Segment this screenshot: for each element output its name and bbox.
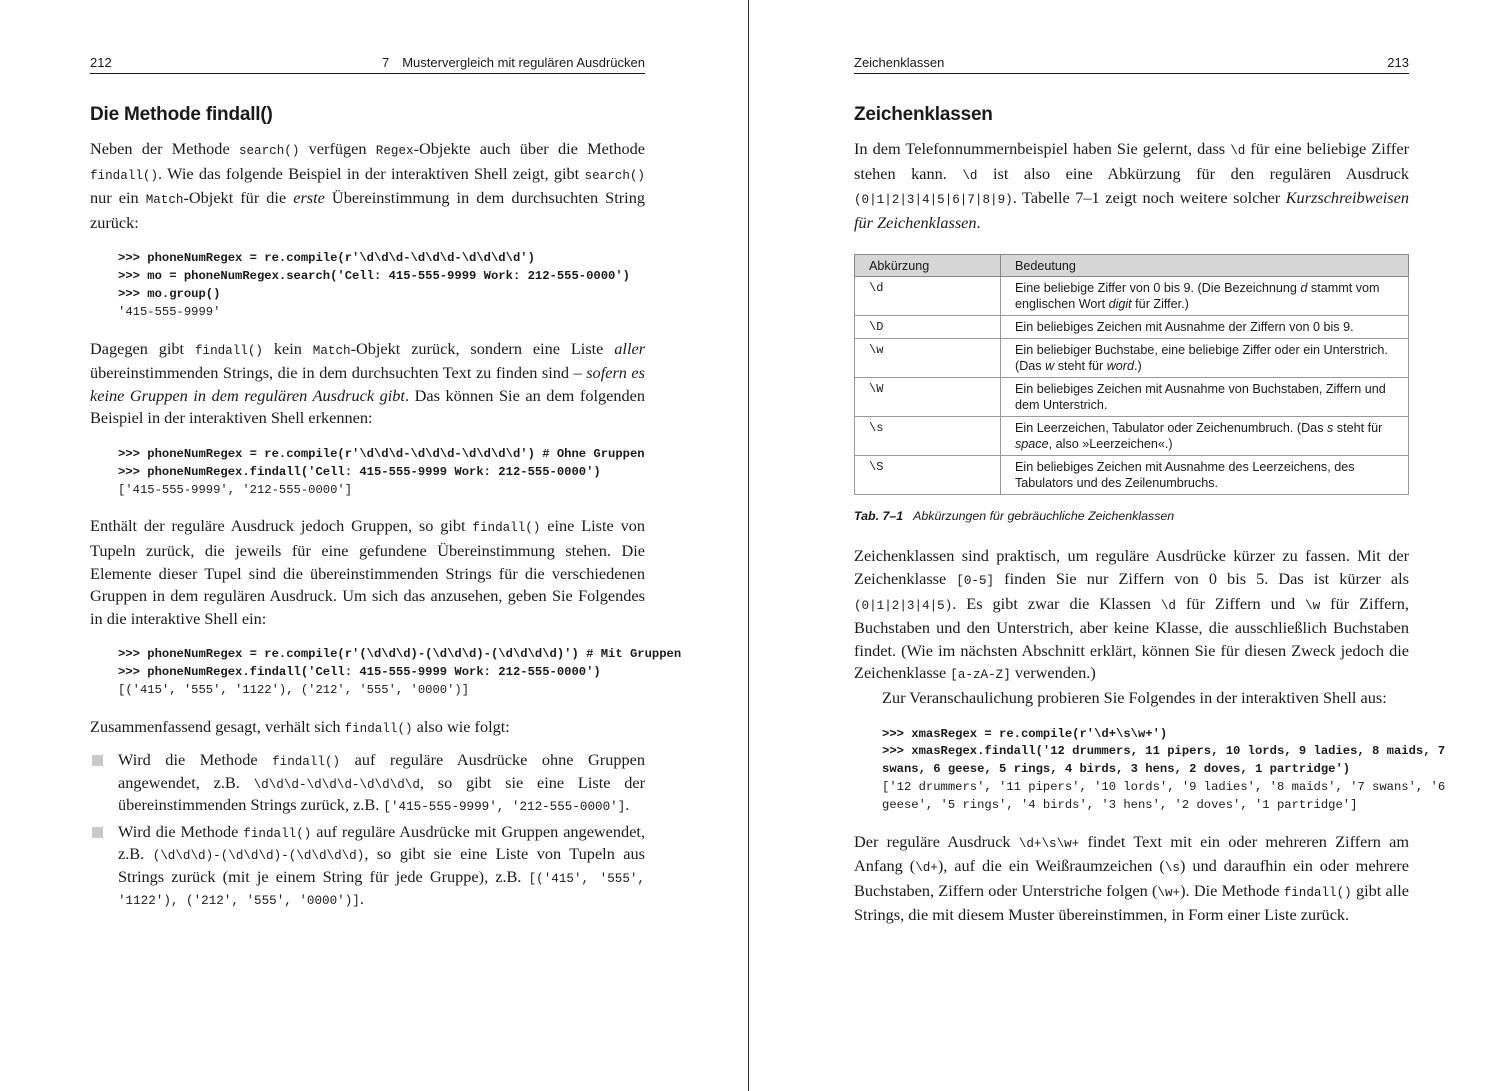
table-cell-abbreviation: \d (855, 277, 1001, 316)
chapter-title: 7 Mustervergleich mit regulären Ausdrücken (381, 55, 645, 70)
code-block: >>> phoneNumRegex = re.compile(r'(\d\d\d)-(\d\d\d)-(\d\d\d\d)') # Mit Gruppen >>> phoneNumRegex.findall('Cell: 415-555-9999 Work: 212-555-0000') [('415', '555', '1122'), ('212', '555', '0000')] (118, 647, 682, 697)
code-block: >>> phoneNumRegex = re.compile(r'\d\d\d-\d\d\d-\d\d\d\d') >>> mo = phoneNumRegex.search('Cell: 415-555-9999 Work: 212-555-0000') >>> mo.group() '415-555-9999' (118, 251, 630, 319)
table-row (855, 378, 1409, 417)
bullet-square-icon (92, 755, 103, 766)
right-content (854, 104, 1446, 927)
section-heading-findall: Die Methode findall() (90, 104, 273, 125)
code-block: >>> xmasRegex = re.compile(r'\d+\s\w+') >>> xmasRegex.findall('12 drummers, 11 pipers, 10 lords, 9 ladies, 8 maids, 7 swans, 6 geese, 5 rings, 4 birds, 3 hens, 2 doves, 1 partridge') ['12 drummers', '11 pipers', '10 lords', '9 ladies', '8 maids', '7 swans', '6 geese', '5 rings', '4 birds', '3 hens', '2 doves', '1 partridge'] (882, 726, 1446, 812)
paragraph: Dagegen gibt findall() kein Match-Objekt zurück, sondern eine Liste aller übereinstimmenden Strings, die in dem durchsuchten Text zu finden sind – sofern es keine Gruppen in dem regulären Ausdruck gibt. Das können Sie an dem folgenden Beispiel in der interaktiven Shell erkennen: (90, 338, 646, 428)
table-cell-meaning: Ein beliebiges Zeichen mit Ausnahme des Leerzeichens, des Tabulators und des Zeilenumbruchs. (1001, 456, 1409, 495)
paragraph: Zur Veranschaulichung probieren Sie Folgendes in der interaktiven Shell aus: (882, 687, 1387, 707)
page-number-left: 212 (90, 55, 112, 70)
code-block: >>> phoneNumRegex = re.compile(r'\d\d\d-\d\d\d-\d\d\d\d') # Ohne Gruppen >>> phoneNumRegex.findall('Cell: 415-555-9999 Work: 212-555-0000') ['415-555-9999', '212-555-0000'] (118, 446, 645, 497)
table-cell-abbreviation: \S (855, 456, 1001, 495)
paragraph: In dem Telefonnummernbeispiel haben Sie gelernt, dass \d für eine beliebige Ziffer stehen kann. \d ist also eine Abkürzung für den regulären Ausdruck (0|1|2|3|4|5|6|7|8|9). Tabelle 7–1 zeigt noch weitere solcher Kurzschreibweisen für Zeichenklassen. (854, 139, 1409, 232)
left-page (0, 0, 749, 1091)
table-row (855, 277, 1409, 316)
table-row (855, 316, 1409, 339)
paragraph: Zeichenklassen sind praktisch, um reguläre Ausdrücke kürzer zu fassen. Mit der Zeichenklasse [0-5] finden Sie nur Ziffern von 0 bis 5. Das ist kürzer als (0|1|2|3|4|5). Es gibt zwar die Klassen \d für Ziffern und \w für Ziffern, Buchstaben und den Unterstrich, aber keine Klasse, die ausschließlich Buchstaben findet. (Wie im nächsten Abschnitt erklärt, können Sie für diesen Zweck jedoch die Zeichenklasse [a-zA-Z] verwenden.) (854, 546, 1409, 683)
table-header-abbreviation: Abkürzung (855, 255, 1001, 277)
section-heading-zeichenklassen: Zeichenklassen (854, 104, 993, 125)
paragraph: Neben der Methode search() verfügen Regex-Objekte auch über die Methode findall(). Wie das folgende Beispiel in der interaktiven Shell zeigt, gibt search() nur ein Match-Objekt für die erste Übereinstimmung in dem durchsuchten String zurück: (90, 139, 645, 232)
list-item: Wird die Methode findall() auf reguläre Ausdrücke mit Gruppen angewendet, z.B. (\d\d\d)-(\d\d\d)-(\d\d\d\d), so gibt sie eine Liste von Tupeln aus Strings zurück (mit je einem String für jede Gruppe), z.B. [('415', '555', '1122'), ('212', '555', '0000')]. (90, 822, 645, 912)
right-page (750, 0, 1500, 1091)
table-row (855, 456, 1409, 495)
bullet-square-icon (92, 827, 103, 838)
page-number-right: 213 (1387, 55, 1409, 70)
table-cell-meaning: Ein Leerzeichen, Tabulator oder Zeichenumbruch. (Das s steht für space, also »Leerzeichen«.) (1001, 417, 1409, 456)
table-cell-abbreviation: \D (855, 316, 1001, 339)
section-title-header: Zeichenklassen (854, 55, 945, 70)
left-content (90, 104, 682, 916)
table-cell-abbreviation: \s (855, 417, 1001, 456)
table-cell-meaning: Ein beliebiges Zeichen mit Ausnahme von Buchstaben, Ziffern und dem Unterstrich. (1001, 378, 1409, 417)
table-cell-abbreviation: \W (855, 378, 1001, 417)
paragraph: Der reguläre Ausdruck \d+\s\w+ findet Text mit ein oder mehreren Ziffern am Anfang (\d+), auf die ein Weißraumzeichen (\s) und daraufhin ein oder mehrere Buchstaben, Ziffern oder Unterstriche folgen (\w+). Die Methode findall() gibt alle Strings, die mit diesem Muster übereinstimmen, in Form einer Liste zurück. (854, 831, 1410, 925)
table-row (855, 339, 1409, 378)
paragraph: Zusammenfassend gesagt, verhält sich findall() also wie folgt: (90, 716, 510, 736)
table-cell-meaning: Ein beliebiger Buchstabe, eine beliebige Ziffer oder ein Unterstrich. (Das w steht für word.) (1001, 339, 1409, 378)
running-head-left (90, 55, 645, 74)
table-cell-meaning: Ein beliebiges Zeichen mit Ausnahme der Ziffern von 0 bis 9. (1001, 316, 1409, 339)
table-cell-meaning: Eine beliebige Ziffer von 0 bis 9. (Die Bezeichnung d stammt vom englischen Wort digit für Ziffer.) (1001, 277, 1409, 316)
table-row (855, 417, 1409, 456)
bullet-list (90, 750, 645, 912)
character-class-table (854, 254, 1409, 495)
table-cell-abbreviation: \w (855, 339, 1001, 378)
list-item: Wird die Methode findall() auf reguläre Ausdrücke ohne Gruppen angewendet, z.B. \d\d\d-\d\d\d-\d\d\d\d, so gibt sie eine Liste der übereinstimmenden Strings zurück, z.B. ['415-555-9999', '212-555-0000']. (90, 750, 645, 818)
table-header-row (855, 255, 1409, 277)
table-caption: Tab. 7–1 Abkürzungen für gebräuchliche Zeichenklassen (854, 509, 1175, 524)
running-head-right (854, 55, 1409, 74)
paragraph: Enthält der reguläre Ausdruck jedoch Gruppen, so gibt findall() eine Liste von Tupeln zurück, die jeweils für eine gefundene Übereinstimmung stehen. Die Elemente dieser Tupel sind die übereinstimmenden Strings für die verschiedenen Gruppen in dem regulären Ausdruck. Um sich das anzusehen, geben Sie Folgendes in die interaktive Shell ein: (90, 516, 645, 628)
table-header-meaning: Bedeutung (1001, 255, 1409, 277)
